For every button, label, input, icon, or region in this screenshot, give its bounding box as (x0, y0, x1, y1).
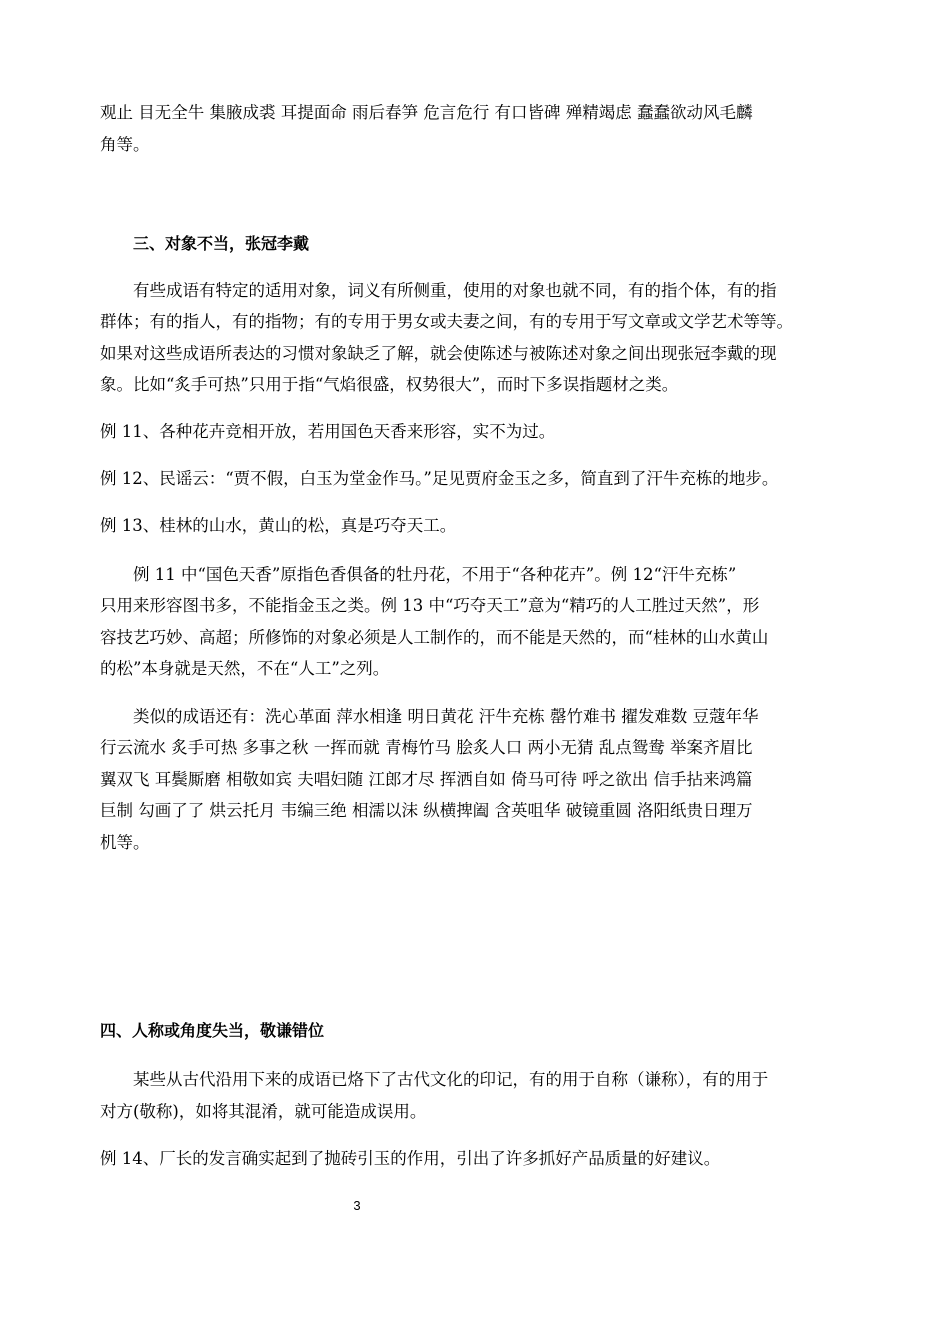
section-heading: 三、对象不当，张冠李戴 (133, 234, 310, 253)
idiom-list-line: 巨制 勾画了了 烘云托月 韦编三绝 相濡以沫 纵横捭阖 含英咀华 破镜重圆 洛阳纸贵日理万 (100, 801, 753, 820)
paragraph-line: 有些成语有特定的适用对象，词义有所侧重，使用的对象也就不同，有的指个体，有的指 (133, 281, 777, 300)
paragraph-line: 对方(敬称)，如将其混淆，就可能造成误用。 (100, 1102, 427, 1121)
example-line: 例 13、桂林的山水，黄山的松，真是巧夺天工。 (100, 516, 457, 535)
idiom-list-line: 行云流水 炙手可热 多事之秋 一挥而就 青梅竹马 脍炙人口 两小无猜 乱点鸳鸯 举案齐眉比 (100, 738, 753, 757)
idiom-list-line: 类似的成语还有：洗心革面 萍水相逢 明日黄花 汗牛充栋 罄竹难书 擢发难数 豆蔻年华 (133, 707, 759, 726)
page-number: 3 (353, 1198, 361, 1213)
idiom-list-line: 观止 目无全牛 集腋成裘 耳提面命 雨后春笋 危言危行 有口皆碑 殚精竭虑 蠢蠢欲动风毛麟 (100, 103, 753, 122)
paragraph-line: 容技艺巧妙、高超；所修饰的对象必须是人工制作的，而不能是天然的，而“桂林的山水黄山 (100, 628, 769, 647)
example-line: 例 11、各种花卉竞相开放，若用国色天香来形容，实不为过。 (100, 422, 556, 441)
example-line: 例 12、民谣云：“贾不假，白玉为堂金作马。”足见贾府金玉之多，简直到了汗牛充栋的地步。 (100, 469, 779, 488)
paragraph-line: 的松”本身就是天然，不在“人工”之列。 (100, 659, 390, 678)
paragraph-line: 象。比如“炙手可热”只用于指“气焰很盛，权势很大”，而时下多误指题材之类。 (100, 375, 679, 394)
paragraph-line: 只用来形容图书多，不能指金玉之类。例 13 中“巧夺天工”意为“精巧的人工胜过天然”，形 (100, 596, 760, 615)
idiom-list-line: 角等。 (100, 135, 150, 154)
example-line: 例 14、厂长的发言确实起到了抛砖引玉的作用，引出了许多抓好产品质量的好建议。 (100, 1149, 721, 1168)
section-heading: 四、人称或角度失当，敬谦错位 (100, 1021, 325, 1040)
paragraph-line: 例 11 中“国色天香”原指色香俱备的牡丹花，不用于“各种花卉”。例 12“汗牛充栋” (133, 565, 737, 584)
paragraph-line: 群体；有的指人，有的指物；有的专用于男女或夫妻之间，有的专用于写文章或文学艺术等等。 (100, 312, 793, 331)
idiom-list-line: 翼双飞 耳鬓厮磨 相敬如宾 夫唱妇随 江郎才尽 挥洒自如 倚马可待 呼之欲出 信手拈来鸿篇 (100, 770, 753, 789)
paragraph-line: 某些从古代沿用下来的成语已烙下了古代文化的印记，有的用于自称（谦称），有的用于 (133, 1070, 769, 1089)
idiom-list-line: 机等。 (100, 833, 150, 852)
paragraph-line: 如果对这些成语所表达的习惯对象缺乏了解，就会使陈述与被陈述对象之间出现张冠李戴的现 (100, 344, 777, 363)
